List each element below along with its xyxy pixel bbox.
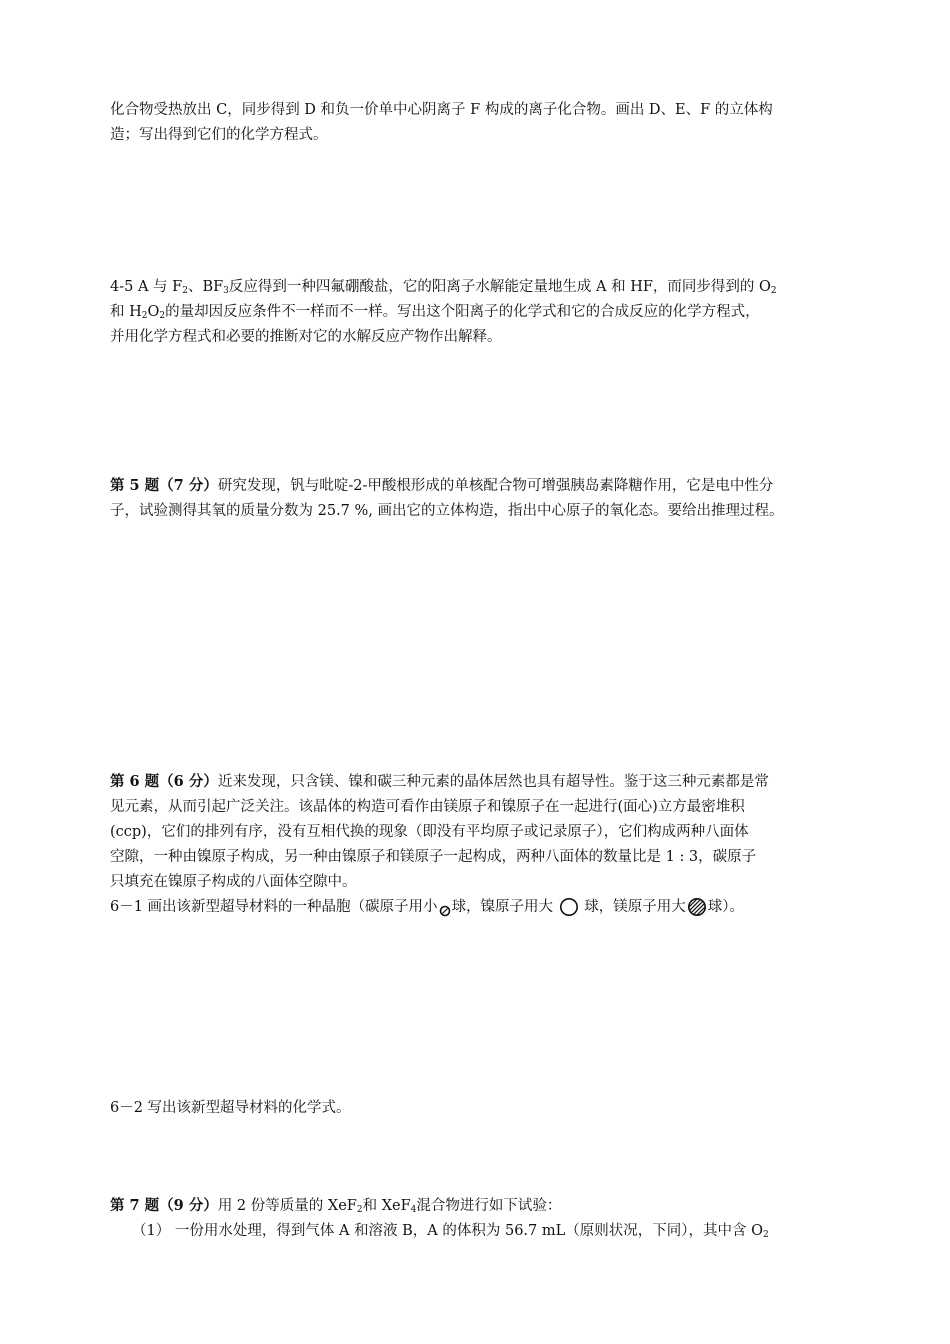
q6-1-text: 球）。 — [707, 899, 745, 915]
q4-line-1: 化合物受热放出 C，同步得到 D 和负一价单中心阴离子 F 构成的离子化合物。画出 D、E、F 的立体构 — [110, 102, 773, 118]
q7-text: 用 2 份等质量的 XeF — [217, 1198, 357, 1214]
q7-text: 混合物进行如下试验： — [416, 1198, 562, 1214]
subscript: 3 — [223, 286, 229, 296]
large-magnesium-ball-icon — [687, 897, 707, 926]
q4-5-text: 、BF — [187, 279, 224, 295]
large-nickel-ball-icon — [559, 897, 579, 926]
q7-label: 第 7 题（9 分） — [110, 1197, 218, 1214]
q6 — [110, 769, 870, 926]
q6-1-text: 球，镍原子用大 — [451, 899, 558, 915]
q4-5-text: 4-5 A 与 F — [110, 279, 183, 295]
q4-5-line-2 — [110, 300, 870, 325]
q6-1-text: 6－1 画出该新型超导材料的一种晶胞（碳原子用小 — [110, 899, 438, 915]
q7-line-1 — [110, 1193, 870, 1219]
q6-line-5: 只填充在镍原子构成的八面体空隙中。 — [110, 874, 357, 890]
subscript: 2 — [141, 311, 148, 321]
q6-text: 近来发现，只含镁、镍和碳三种元素的晶体居然也具有超导性。鉴于这三种元素都是常 — [217, 774, 769, 790]
q7-text: （1） 一份用水处理，得到气体 A 和溶液 B，A 的体积为 56.7 mL（原则状况，下同），其中含 O — [132, 1223, 763, 1239]
q6-line-4: 空隙，一种由镍原子构成，另一种由镍原子和镁原子一起构成，两种八面体的数量比是 1 : 3，碳原子 — [110, 849, 757, 865]
subscript: 2 — [770, 286, 777, 296]
q5-line-1 — [110, 473, 870, 499]
small-carbon-ball-icon — [439, 901, 451, 926]
q5-line-2: 子，试验测得其氧的质量分数为 25.7 %, 画出它的立体构造，指出中心原子的氧化态。要给出推理过程。 — [110, 503, 784, 519]
subscript: 2 — [159, 311, 166, 321]
q6-2 — [110, 1096, 870, 1121]
q6-1-text: 球，镁原子用大 — [579, 899, 686, 915]
q4-5-line-3: 并用化学方程式和必要的推断对它的水解反应产物作出解释。 — [110, 329, 502, 345]
subscript: 2 — [182, 286, 188, 296]
q7-text: 和 XeF — [362, 1198, 411, 1214]
subscript: 2 — [356, 1205, 363, 1215]
q4-5 — [110, 275, 870, 350]
q6-label: 第 6 题（6 分） — [110, 773, 218, 790]
q6-line-1 — [110, 769, 870, 795]
q4-continuation — [110, 98, 870, 148]
q4-5-text: 的量却因反应条件不一样而不一样。写出这个阳离子的化学式和它的合成反应的化学方程式， — [165, 304, 760, 320]
q4-5-text: 反应得到一种四氟硼酸盐，它的阳离子水解能定量地生成 A 和 HF，而同步得到的 O — [228, 279, 771, 295]
subscript: 2 — [763, 1230, 769, 1240]
q7 — [110, 1193, 870, 1244]
q4-5-text: O — [147, 304, 160, 320]
q5-label: 第 5 题（7 分） — [110, 477, 218, 494]
q5-text: 研究发现，钒与吡啶-2-甲酸根形成的单核配合物可增强胰岛素降糖作用，它是电中性分 — [217, 478, 774, 494]
q5 — [110, 473, 870, 524]
q4-5-text: 和 H — [110, 304, 142, 320]
q4-5-line-1 — [110, 275, 870, 300]
q6-1-line — [110, 895, 870, 926]
q6-line-3: (ccp)，它们的排列有序，没有互相代换的现象（即没有平均原子或记录原子），它们构成两种八面体 — [110, 824, 749, 840]
subscript: 4 — [410, 1205, 417, 1215]
q7-line-2 — [110, 1219, 870, 1244]
q4-line-2: 造；写出得到它们的化学方程式。 — [110, 127, 328, 143]
q6-line-2: 见元素，从而引起广泛关注。该晶体的构造可看作由镁原子和镍原子在一起进行(面心)立方最密堆积 — [110, 799, 745, 815]
q6-2-line: 6－2 写出该新型超导材料的化学式。 — [110, 1100, 351, 1116]
